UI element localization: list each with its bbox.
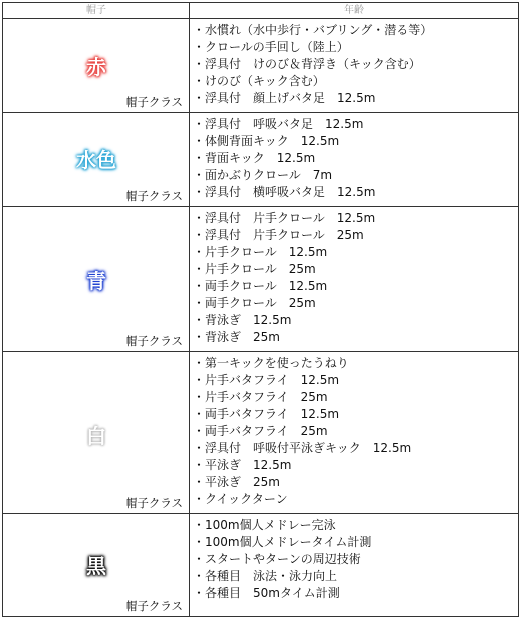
- list-item: ・ 両手バタフライ 25m: [193, 423, 518, 440]
- list-item: ・ 背面キック 12.5m: [193, 150, 518, 167]
- list-item: ・ 浮具付 呼吸付平泳ぎキック 12.5m: [193, 440, 518, 457]
- cap-name-white: 白: [86, 424, 106, 448]
- cap-class-label: 帽子クラス: [125, 599, 183, 613]
- cap-cell-blue: [3, 207, 190, 352]
- list-item: ・ 100m個人メドレー完泳: [193, 517, 518, 534]
- list-item: ・ 浮具付 横呼吸バタ足 12.5m: [193, 184, 518, 201]
- table-row-lightblue: [3, 113, 519, 207]
- cap-name-black: 黒: [86, 554, 106, 578]
- cap-class-table: [2, 2, 519, 617]
- table-row-red: [3, 19, 519, 113]
- list-item: ・ 面かぶりクロール 7m: [193, 167, 518, 184]
- table-row-white: [3, 352, 519, 514]
- list-item: ・ 各種目 泳法・泳力向上: [193, 568, 518, 585]
- list-item: ・ 片手クロール 12.5m: [193, 244, 518, 261]
- header-cap: 帽子: [3, 3, 190, 19]
- list-item: ・ 浮具付 呼吸バタ足 12.5m: [193, 116, 518, 133]
- item-list: [190, 19, 518, 110]
- cap-class-label: 帽子クラス: [125, 95, 183, 109]
- list-item: ・ 体側背面キック 12.5m: [193, 133, 518, 150]
- items-cell-red: [190, 19, 519, 113]
- items-cell-lightblue: [190, 113, 519, 207]
- list-item: ・ 各種目 50mタイム計測: [193, 585, 518, 602]
- list-item: ・ 背泳ぎ 12.5m: [193, 312, 518, 329]
- list-item: ・ 片手クロール 25m: [193, 261, 518, 278]
- cap-cell-black: [3, 514, 190, 617]
- item-list: [190, 207, 518, 349]
- list-item: ・ 浮具付 片手クロール 12.5m: [193, 210, 518, 227]
- table-header-row: [3, 3, 519, 19]
- list-item: ・ 両手クロール 12.5m: [193, 278, 518, 295]
- cap-cell-lightblue: [3, 113, 190, 207]
- header-age: 年齢: [190, 3, 519, 19]
- list-item: ・ 浮具付 片手クロール 25m: [193, 227, 518, 244]
- list-item: ・ 水慣れ（水中歩行・バブリング・潜る等）: [193, 22, 518, 39]
- cap-class-label: 帽子クラス: [125, 496, 183, 510]
- cap-cell-white: [3, 352, 190, 514]
- table-row-black: [3, 514, 519, 617]
- list-item: ・ 片手バタフライ 25m: [193, 389, 518, 406]
- list-item: ・ 背泳ぎ 25m: [193, 329, 518, 346]
- list-item: ・ けのび（キック含む）: [193, 73, 518, 90]
- items-cell-white: [190, 352, 519, 514]
- cap-class-label: 帽子クラス: [125, 334, 183, 348]
- items-cell-blue: [190, 207, 519, 352]
- cap-cell-red: [3, 19, 190, 113]
- list-item: ・ クイックターン: [193, 491, 518, 508]
- cap-class-label: 帽子クラス: [125, 189, 183, 203]
- table-row-blue: [3, 207, 519, 352]
- list-item: ・ 両手クロール 25m: [193, 295, 518, 312]
- list-item: ・ 平泳ぎ 25m: [193, 474, 518, 491]
- list-item: ・ 両手バタフライ 12.5m: [193, 406, 518, 423]
- item-list: [190, 514, 518, 605]
- cap-name-blue: 青: [86, 269, 106, 293]
- list-item: ・ 第一キックを使ったうねり: [193, 355, 518, 372]
- list-item: ・ 片手バタフライ 12.5m: [193, 372, 518, 389]
- list-item: ・ 浮具付 けのび＆背浮き（キック含む）: [193, 56, 518, 73]
- cap-name-red: 赤: [86, 55, 106, 79]
- list-item: ・ 100m個人メドレータイム計測: [193, 534, 518, 551]
- list-item: ・ 浮具付 顔上げバタ足 12.5m: [193, 90, 518, 107]
- list-item: ・ 平泳ぎ 12.5m: [193, 457, 518, 474]
- list-item: ・ クロールの手回し（陸上）: [193, 39, 518, 56]
- cap-name-lightblue: 水色: [76, 148, 116, 172]
- items-cell-black: [190, 514, 519, 617]
- list-item: ・ スタートやターンの周辺技術: [193, 551, 518, 568]
- item-list: [190, 352, 518, 511]
- item-list: [190, 113, 518, 204]
